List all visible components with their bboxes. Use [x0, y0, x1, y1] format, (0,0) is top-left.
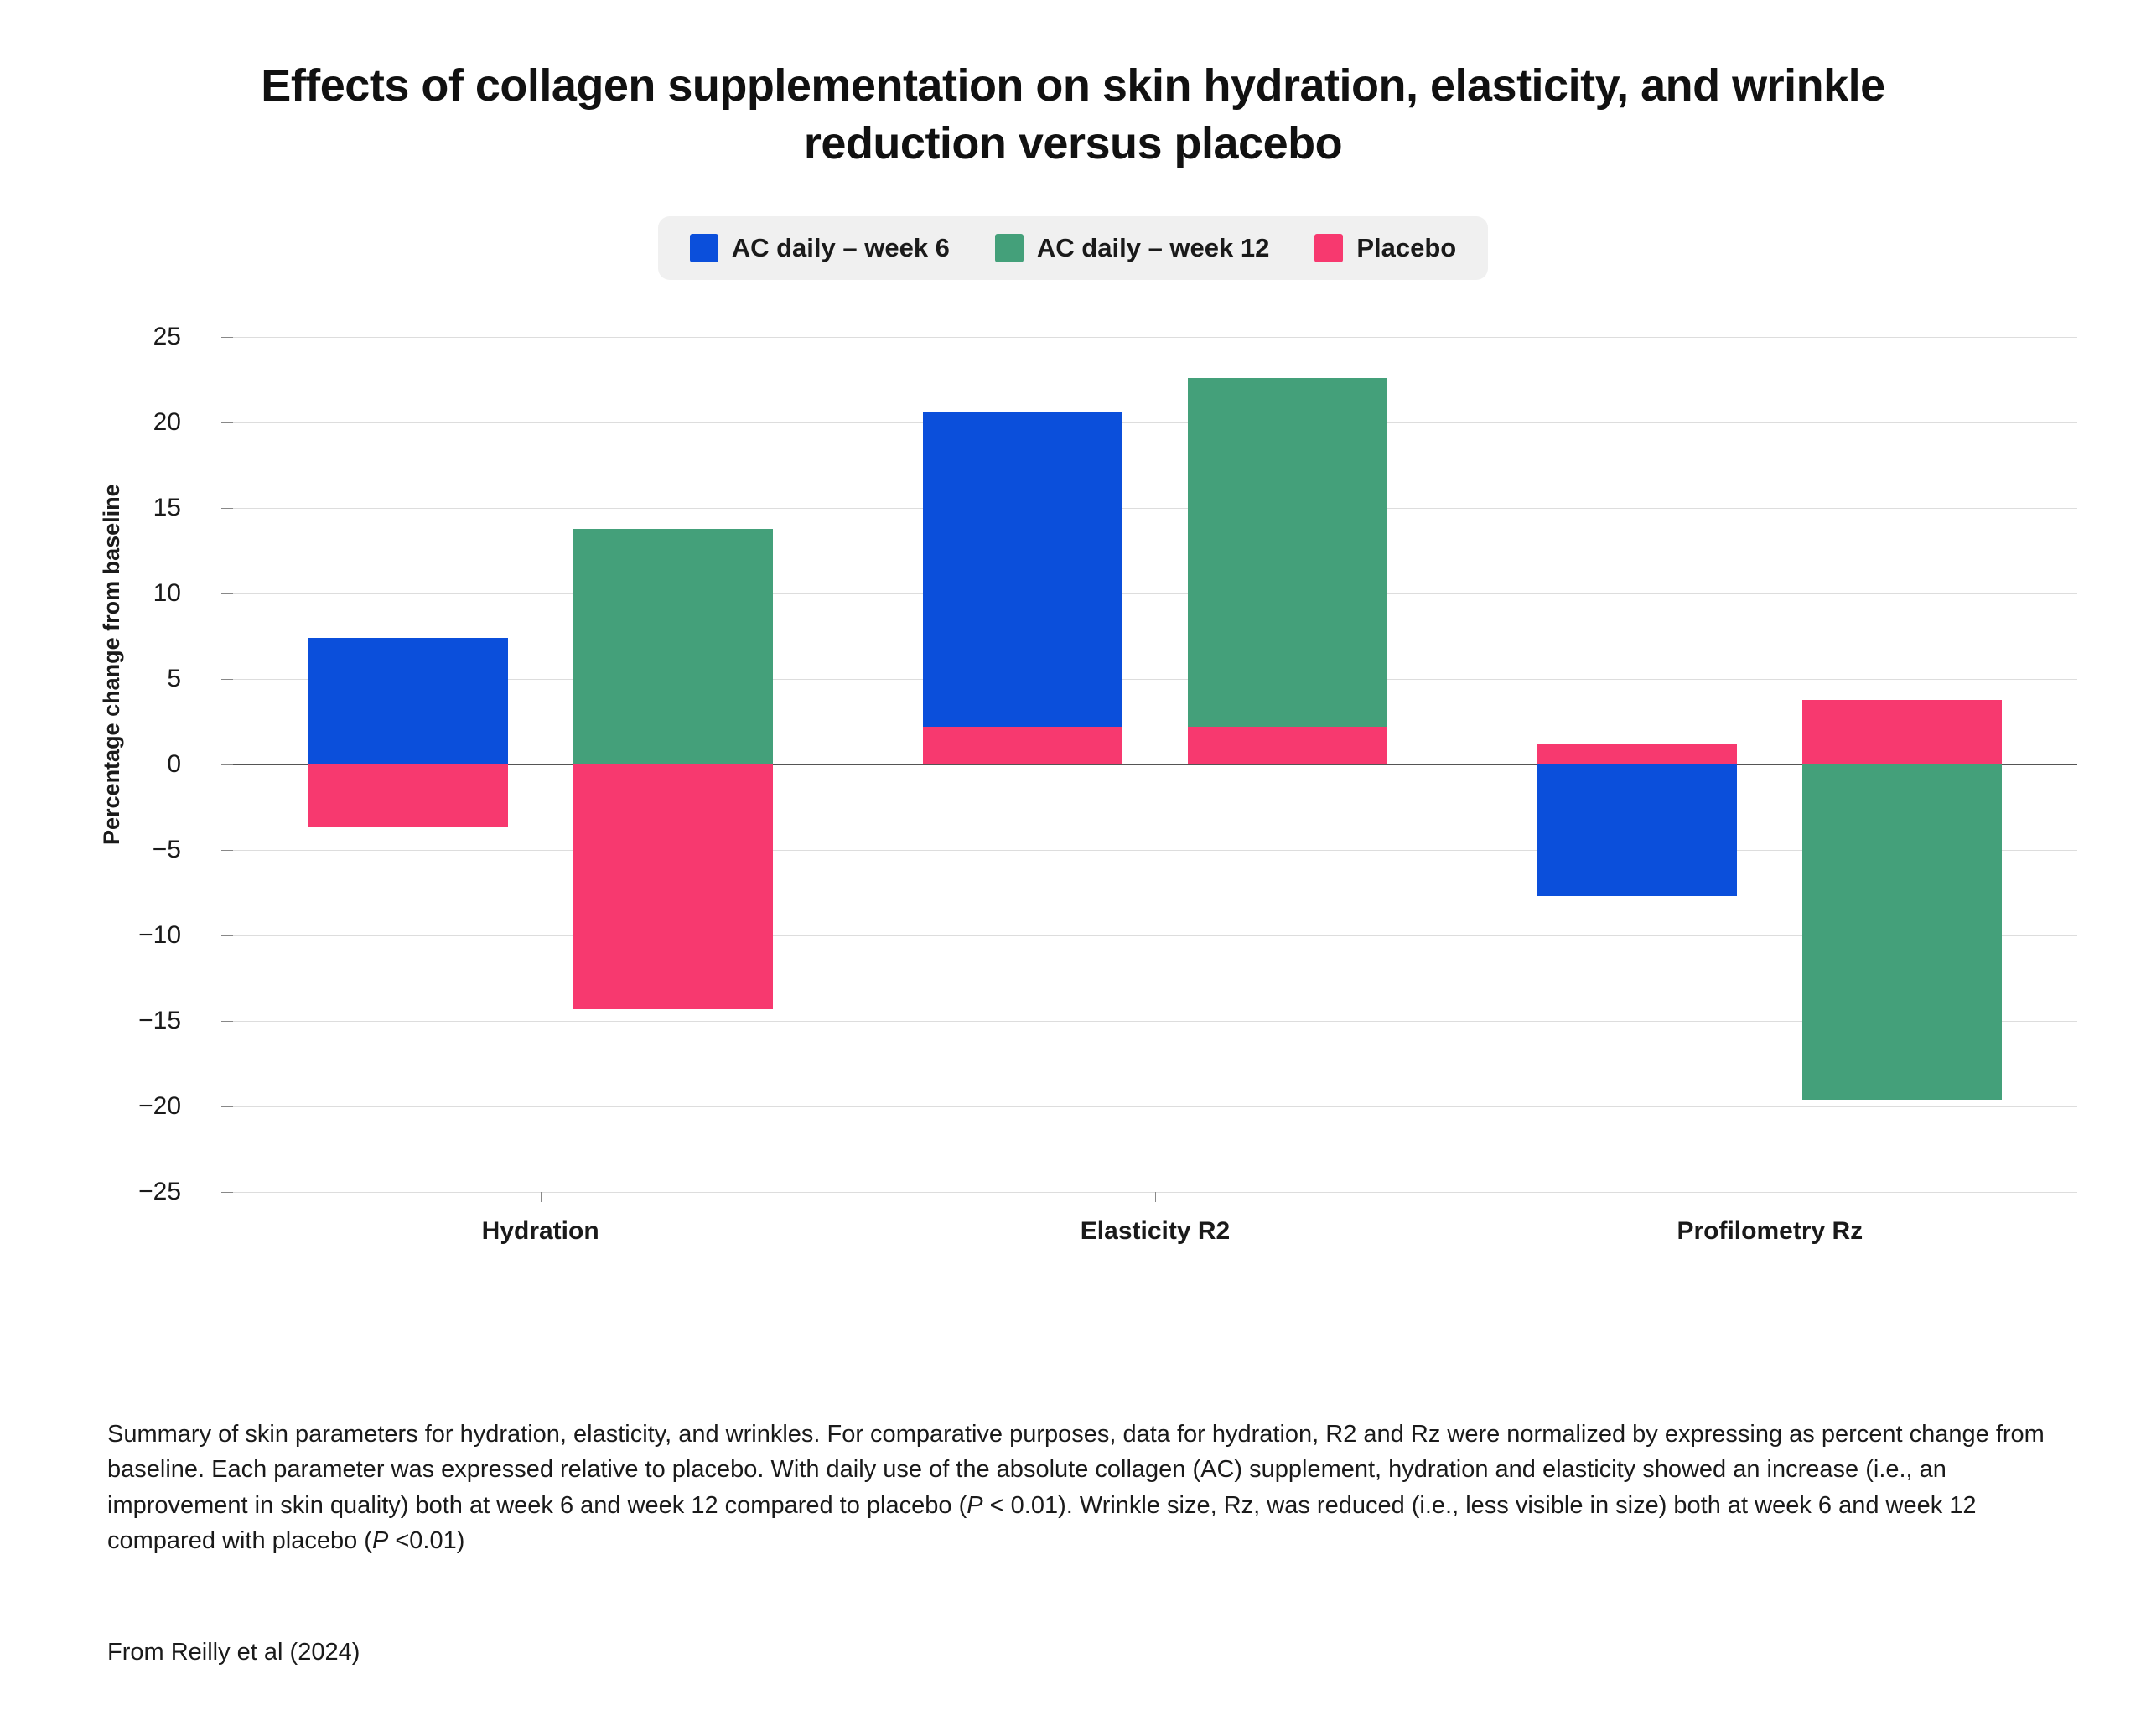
y-axis-tick-mark [221, 508, 233, 509]
y-axis-tick-label: 25 [153, 323, 181, 351]
legend-swatch-icon [1314, 234, 1343, 262]
legend [658, 216, 1489, 280]
gridline [233, 935, 2077, 936]
y-axis-tick-label: 10 [153, 579, 181, 608]
gridline [233, 679, 2077, 680]
bar[interactable] [923, 727, 1122, 764]
legend-item-ac-week6[interactable] [690, 233, 950, 263]
y-axis-tick-label: −20 [138, 1092, 181, 1121]
bar[interactable] [923, 412, 1122, 764]
y-axis-tick-mark [221, 337, 233, 338]
legend-item-placebo[interactable] [1314, 233, 1456, 263]
legend-item-ac-week12[interactable] [995, 233, 1269, 263]
gridline [233, 422, 2077, 423]
y-axis-tick-mark [221, 593, 233, 594]
gridline [233, 1021, 2077, 1022]
bar[interactable] [1802, 764, 2002, 1100]
bar[interactable] [573, 529, 773, 765]
y-axis-tick-mark [221, 422, 233, 423]
y-axis-tick-label: 0 [167, 750, 181, 779]
caption-text-3: <0.01) [388, 1526, 465, 1554]
y-axis-tick-mark [221, 1192, 233, 1193]
x-axis-tick-label: Profilometry Rz [1677, 1217, 1863, 1246]
y-axis-tick-mark [221, 850, 233, 851]
bar[interactable] [1537, 744, 1737, 764]
legend-swatch-icon [690, 234, 718, 262]
y-axis-tick-label: −5 [152, 836, 181, 864]
bar[interactable] [1188, 727, 1387, 764]
y-axis-label: Percentage change from baseline [99, 484, 124, 846]
y-axis-tick-mark [221, 1106, 233, 1107]
y-axis-tick-label: 5 [167, 665, 181, 693]
chart [0, 308, 2146, 1247]
bar[interactable] [1188, 378, 1387, 764]
bar[interactable] [308, 638, 508, 764]
zero-line [233, 764, 2077, 765]
x-axis-tick-label: Hydration [481, 1217, 599, 1246]
y-axis-tick-mark [221, 1021, 233, 1022]
y-axis-tick-mark [221, 935, 233, 936]
y-axis-tick-label: −25 [138, 1178, 181, 1206]
bar[interactable] [1802, 700, 2002, 765]
gridline [233, 850, 2077, 851]
legend-label: AC daily – week 6 [731, 233, 950, 263]
x-axis-tick-mark [1155, 1192, 1156, 1202]
y-axis-tick-label: −15 [138, 1007, 181, 1035]
y-axis-tick-mark [221, 764, 233, 765]
legend-container [0, 216, 2146, 280]
x-axis-tick-mark [541, 1192, 542, 1202]
gridline [233, 1106, 2077, 1107]
figure-source: From Reilly et al (2024) [107, 1639, 360, 1666]
y-axis-tick-label: −10 [138, 921, 181, 950]
bar[interactable] [1537, 764, 1737, 896]
caption-italic-p1: P [967, 1491, 983, 1519]
figure-caption [107, 1417, 2052, 1558]
bar[interactable] [573, 764, 773, 1009]
y-axis-tick-label: 20 [153, 408, 181, 437]
legend-label: AC daily – week 12 [1036, 233, 1270, 263]
bar[interactable] [308, 764, 508, 826]
y-axis-tick-mark [221, 679, 233, 680]
plot-area [138, 323, 2077, 1246]
x-axis-tick-label: Elasticity R2 [1080, 1217, 1231, 1246]
page-title: Effects of collagen supplementation on skin hydration, elasticity, and wrinkle reduction versus placebo [261, 60, 1885, 169]
caption-italic-p2: P [371, 1526, 389, 1554]
gridline [233, 508, 2077, 509]
gridline [233, 337, 2077, 338]
gridline [233, 593, 2077, 594]
y-axis-tick-label: 15 [153, 494, 181, 522]
caption-text-1: Summary of skin parameters for hydration, elasticity, and wrinkles. For comparative purposes, data for hydration, R2 and Rz were normalized by expressing as percent change from baseline. Each parameter was expressed relative to placebo. With daily use of the absolute collagen (AC) supplement, hydration and elasticity showed an increase (i.e., an improvement in skin quality) both at week 6 and week 12 compared to placebo ( [107, 1421, 2045, 1519]
legend-swatch-icon [995, 234, 1024, 262]
caption-text-2: < 0.01). Wrinkle size, Rz, was reduced (i.e., less visible in size) both at week 6 and week 12 compared with placebo ( [107, 1491, 1977, 1554]
legend-label: Placebo [1356, 233, 1457, 263]
